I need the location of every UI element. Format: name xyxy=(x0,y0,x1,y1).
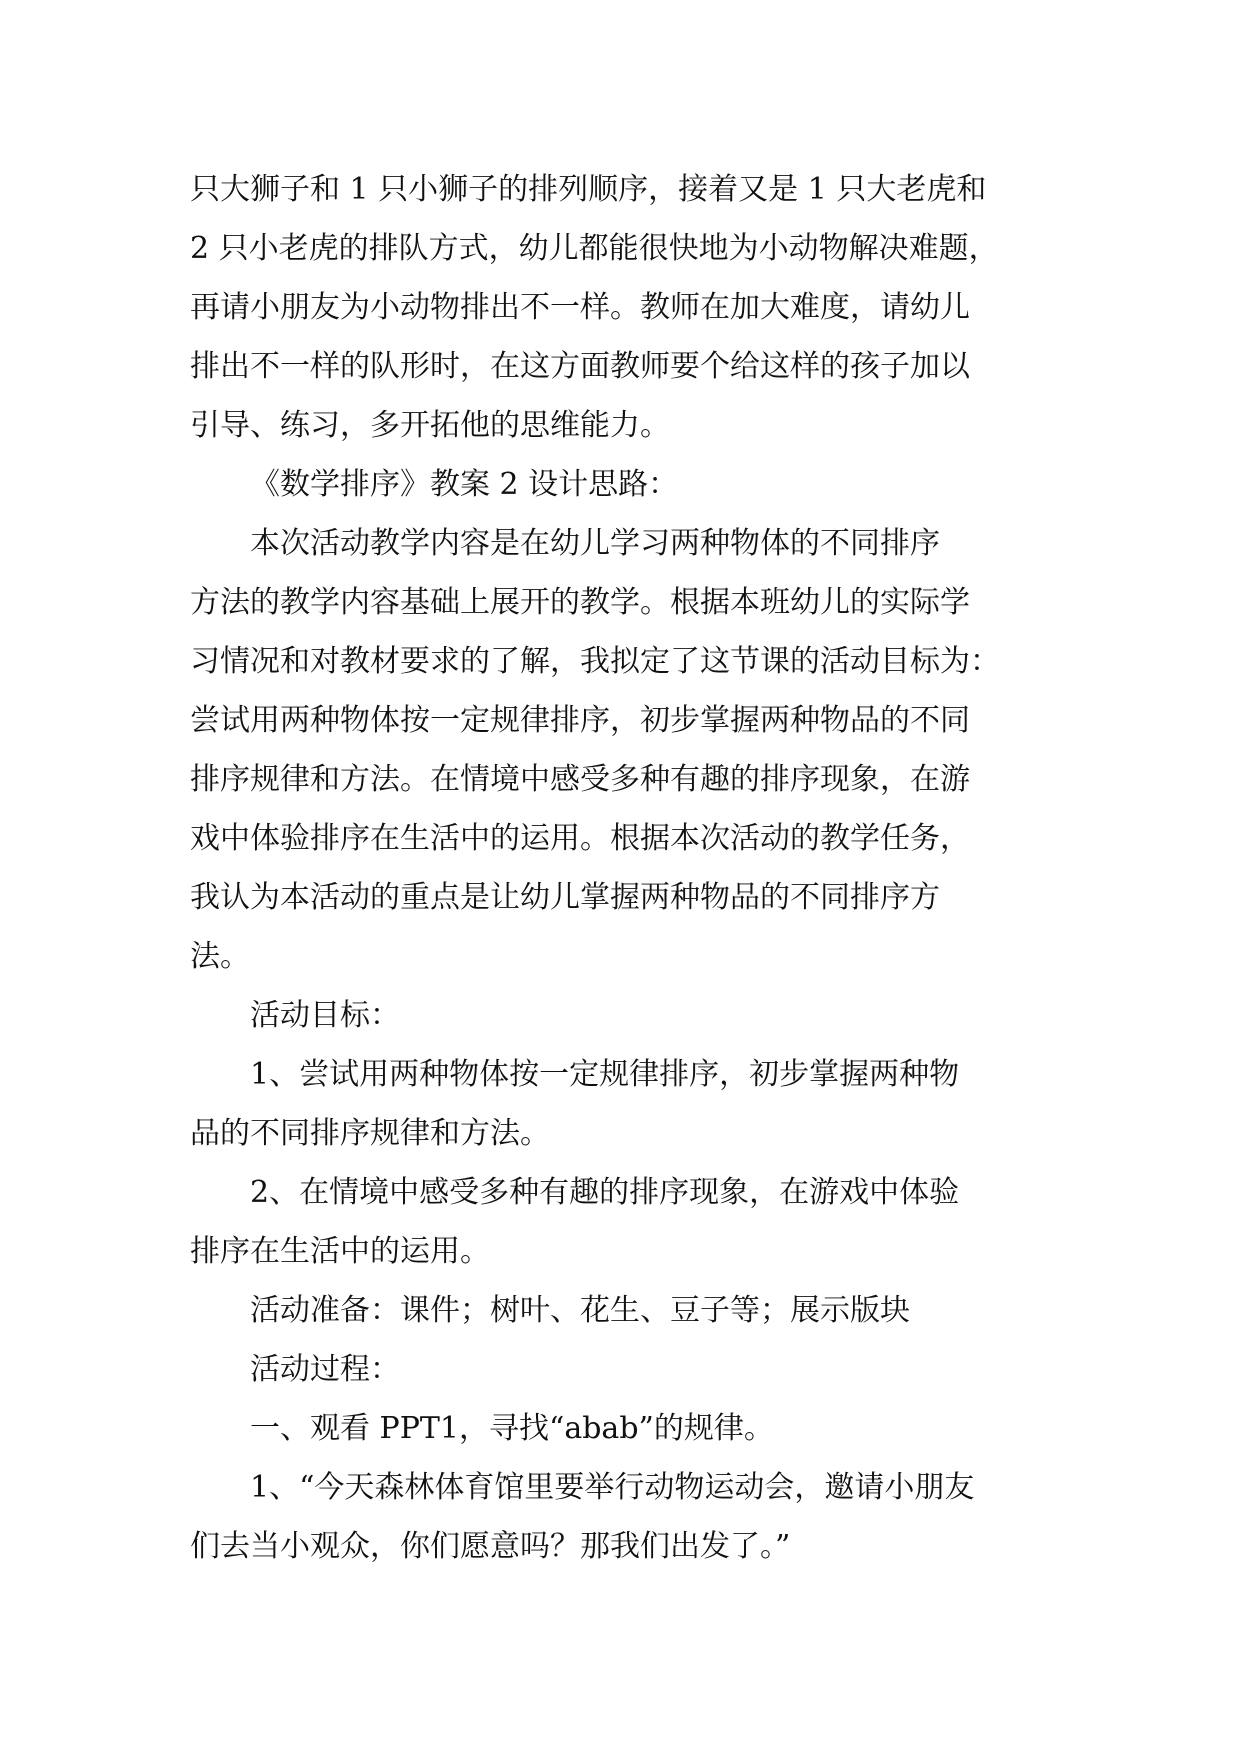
body-line: 品的不同排序规律和方法。 xyxy=(190,1116,550,1151)
list-item: 1、尝试用两种物体按一定规律排序，初步掌握两种物 xyxy=(250,1057,960,1092)
body-line: 本次活动教学内容是在幼儿学习两种物体的不同排序 xyxy=(250,526,940,561)
body-line: 我认为本活动的重点是让幼儿掌握两种物品的不同排序方 xyxy=(190,880,940,915)
body-line: 排序规律和方法。在情境中感受多种有趣的排序现象，在游 xyxy=(190,762,970,797)
body-line: 习情况和对教材要求的了解，我拟定了这节课的活动目标为： xyxy=(190,644,1000,679)
body-line: 再请小朋友为小动物排出不一样。教师在加大难度，请幼儿 xyxy=(190,290,970,325)
section-heading: 《数学排序》教案 2 设计思路： xyxy=(250,467,679,502)
list-item: 1、“今天森林体育馆里要举行动物运动会，邀请小朋友 xyxy=(250,1470,975,1505)
body-line: 排出不一样的队形时，在这方面教师要个给这样的孩子加以 xyxy=(190,349,970,384)
body-line: 尝试用两种物体按一定规律排序，初步掌握两种物品的不同 xyxy=(190,703,970,738)
body-line: 活动准备：课件；树叶、花生、豆子等；展示版块 xyxy=(250,1293,910,1328)
body-line: 2 只小老虎的排队方式，幼儿都能很快地为小动物解决难题， xyxy=(190,231,999,266)
body-line: 一、观看 PPT1，寻找“abab”的规律。 xyxy=(250,1411,774,1446)
section-heading: 活动目标： xyxy=(250,998,400,1033)
body-line: 法。 xyxy=(190,939,250,974)
list-item: 2、在情境中感受多种有趣的排序现象，在游戏中体验 xyxy=(250,1175,960,1210)
body-line: 方法的教学内容基础上展开的教学。根据本班幼儿的实际学 xyxy=(190,585,970,620)
body-line: 引导、练习，多开拓他的思维能力。 xyxy=(190,408,670,443)
document-body xyxy=(190,160,1052,1576)
body-line: 们去当小观众，你们愿意吗？那我们出发了。” xyxy=(190,1529,791,1564)
body-line: 戏中体验排序在生活中的运用。根据本次活动的教学任务， xyxy=(190,821,970,856)
body-line: 只大狮子和 1 只小狮子的排列顺序，接着又是 1 只大老虎和 xyxy=(190,172,987,207)
body-line: 排序在生活中的运用。 xyxy=(190,1234,490,1269)
section-heading: 活动过程： xyxy=(250,1352,400,1387)
